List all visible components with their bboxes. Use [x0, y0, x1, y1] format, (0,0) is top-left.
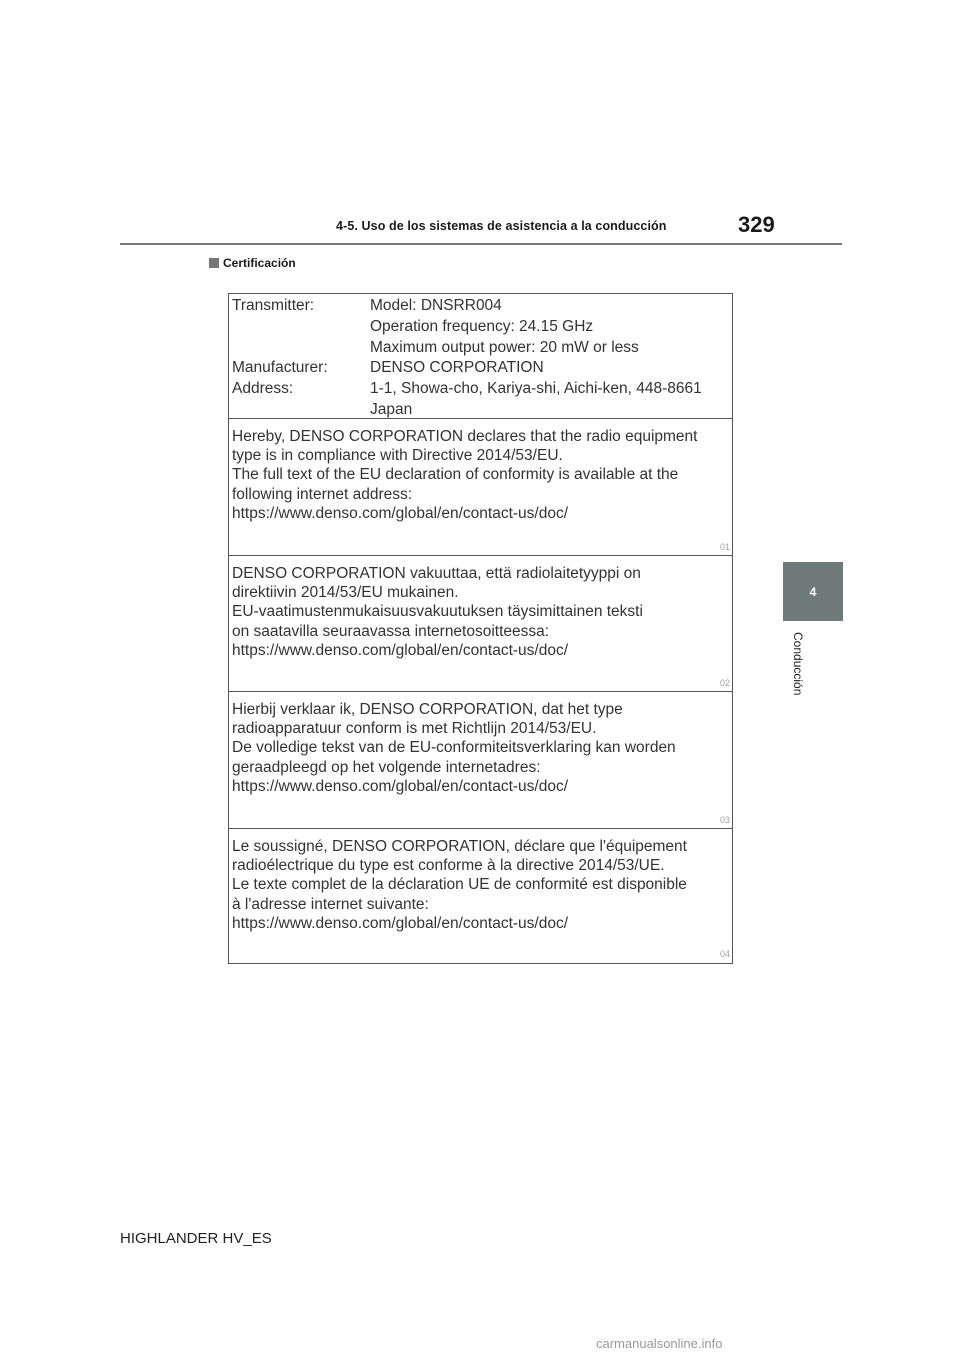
spec-label — [229, 338, 370, 359]
declaration-line: on saatavilla seuraavassa internetosoitteessa: — [232, 622, 550, 640]
declaration-line: following internet address: — [232, 485, 413, 503]
declaration-line: radioélectrique du type est conforme à la directive 2014/53/UE. — [232, 857, 665, 875]
declaration-section — [229, 692, 732, 829]
declaration-line: type is in compliance with Directive 2014/53/EU. — [232, 447, 563, 465]
declaration-section — [229, 419, 732, 556]
declaration-line: https://www.denso.com/global/en/contact-us/doc/ — [232, 641, 569, 659]
declaration-line: De volledige tekst van de EU-conformiteitsverklaring kan worden — [232, 739, 676, 757]
declaration-line: https://www.denso.com/global/en/contact-us/doc/ — [232, 777, 569, 795]
declaration-number: 03 — [719, 815, 730, 825]
declaration-line: direktiivin 2014/53/EU mukainen. — [232, 584, 459, 602]
declaration-line: The full text of the EU declaration of conformity is available at the — [232, 466, 679, 484]
declaration-line: Le texte complet de la déclaration UE de conformité est disponible — [232, 876, 687, 894]
page-number: 329 — [738, 212, 775, 237]
spec-value: 1-1, Showa-cho, Kariya-shi, Aichi-ken, 448-8661 — [370, 380, 702, 398]
spec-label: Manufacturer: — [232, 359, 328, 377]
declaration-number: 01 — [719, 542, 730, 552]
declaration-line: DENSO CORPORATION vakuuttaa, että radiolaitetyyppi on — [232, 565, 641, 582]
square-bullet-icon — [209, 258, 219, 268]
spec-label — [229, 400, 370, 421]
declaration-number: 04 — [719, 949, 730, 959]
declaration-line: https://www.denso.com/global/en/contact-us/doc/ — [232, 914, 569, 932]
chapter-label: Conducción — [791, 632, 805, 696]
spec-row — [229, 338, 732, 359]
declaration-line: radioapparatuur conform is met Richtlijn 2014/53/EU. — [232, 720, 597, 738]
declaration-section — [229, 556, 732, 692]
declaration-line: geraadpleegd op het volgende internetadres: — [232, 758, 541, 776]
spec-value: Operation frequency: 24.15 GHz — [370, 317, 594, 335]
chapter-tab — [783, 562, 843, 621]
certification-box — [228, 293, 733, 964]
declaration-line: Le soussigné, DENSO CORPORATION, déclare que l'équipement — [232, 838, 687, 855]
spec-row — [229, 379, 732, 400]
declaration-section — [229, 829, 732, 962]
spec-label: Address: — [232, 380, 294, 398]
declaration-line: Hereby, DENSO CORPORATION declares that the radio equipment — [232, 428, 698, 445]
header-title: 4-5. Uso de los sistemas de asistencia a la conducción — [336, 219, 667, 233]
declaration-line: à l'adresse internet suivante: — [232, 895, 429, 913]
spec-row — [229, 400, 732, 421]
spec-section — [229, 294, 732, 419]
section-heading-text: Certificación — [223, 256, 296, 270]
declaration-line: EU-vaatimustenmukaisuusvakuutuksen täysimittainen teksti — [232, 603, 643, 621]
header-rule — [120, 243, 842, 245]
spec-row — [229, 317, 732, 338]
footer-model: HIGHLANDER HV_ES — [120, 1230, 272, 1247]
spec-value: DENSO CORPORATION — [370, 359, 544, 377]
spec-row — [229, 358, 732, 379]
section-heading — [209, 256, 296, 270]
spec-value: Japan — [370, 400, 413, 418]
declaration-line: Hierbij verklaar ik, DENSO CORPORATION, dat het type — [232, 701, 623, 718]
spec-label — [229, 317, 370, 338]
declaration-number: 02 — [719, 678, 730, 688]
watermark: carmanualsonline.info — [596, 1336, 723, 1351]
spec-value: Model: DNSRR004 — [370, 297, 502, 314]
declaration-line: https://www.denso.com/global/en/contact-us/doc/ — [232, 504, 569, 522]
spec-row — [229, 296, 732, 317]
chapter-number: 4 — [809, 584, 817, 599]
spec-label: Transmitter: — [232, 297, 315, 314]
spec-value: Maximum output power: 20 mW or less — [370, 338, 639, 356]
